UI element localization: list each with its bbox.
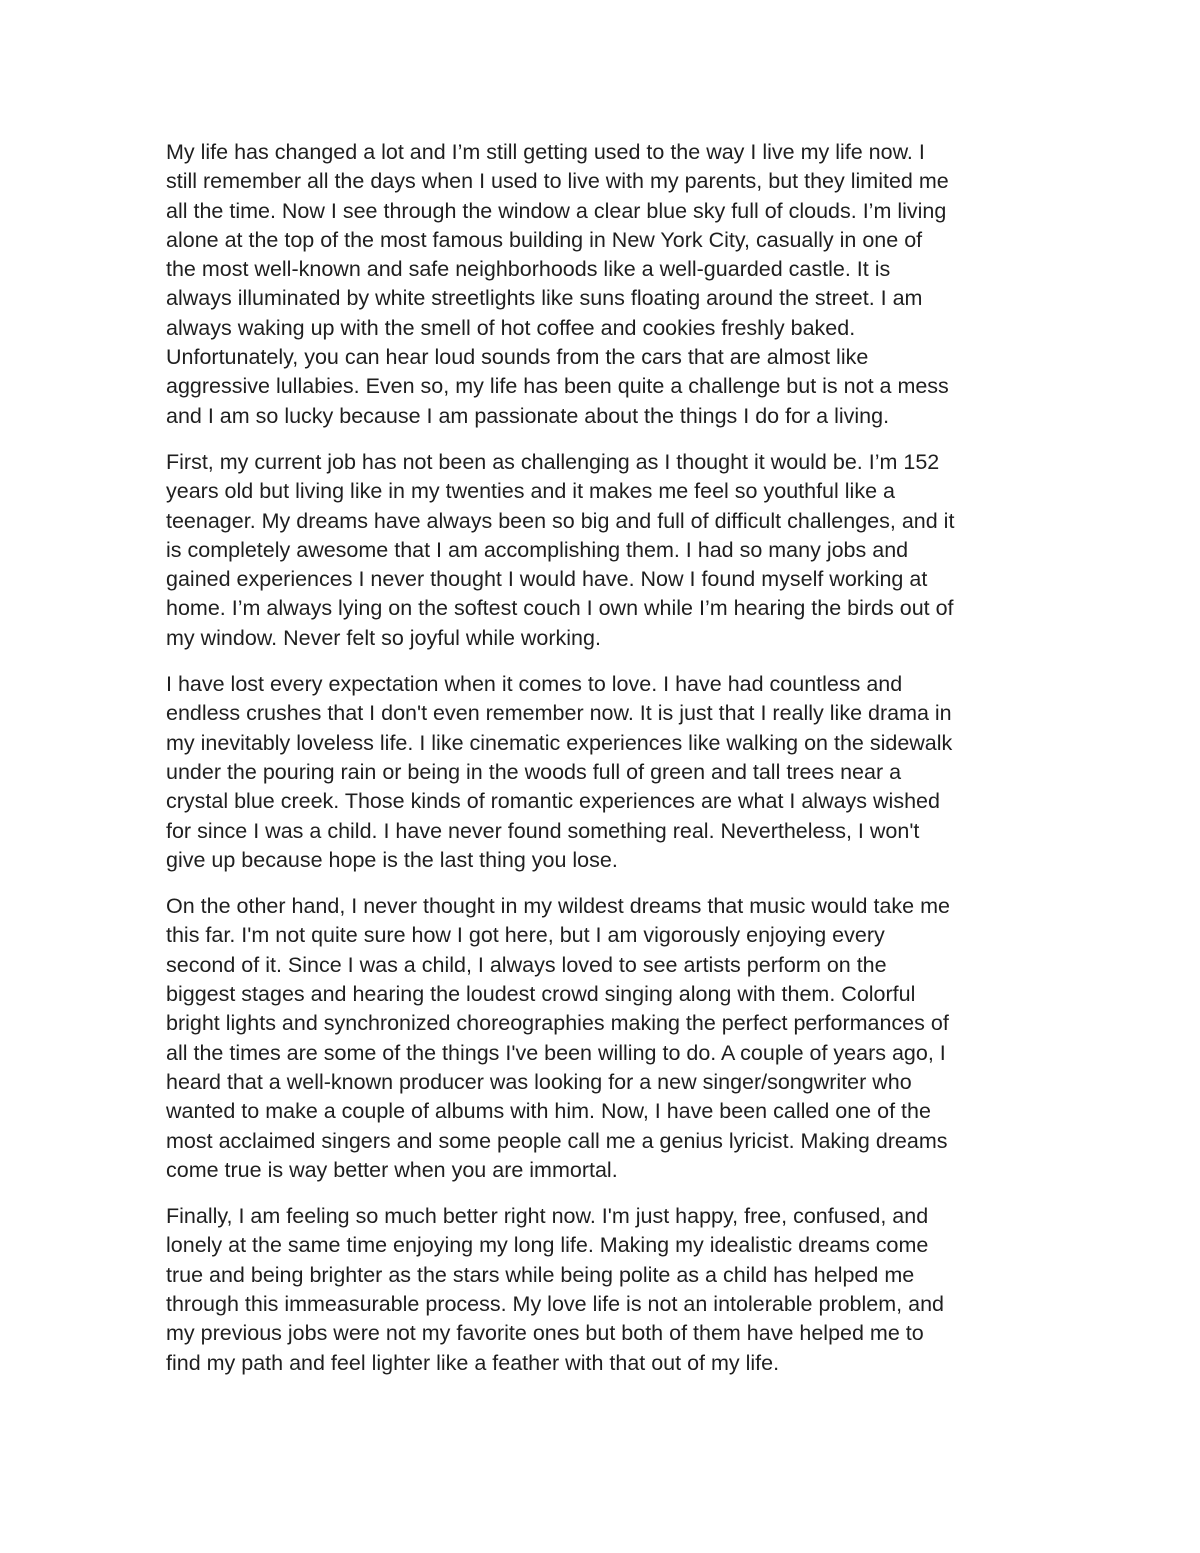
text-line: under the pouring rain or being in the woods full of green and tall trees near a [166, 759, 902, 784]
text-line: is completely awesome that I am accomplishing them. I had so many jobs and [166, 537, 909, 562]
text-line: all the time. Now I see through the window a clear blue sky full of clouds. I’m living [166, 198, 947, 223]
text-line: this far. I'm not quite sure how I got here, but I am vigorously enjoying every [166, 923, 885, 948]
text-line: still remember all the days when I used to live with my parents, but they limited me [166, 169, 949, 194]
text-line: home. I’m always lying on the softest couch I own while I’m hearing the birds out of [166, 596, 954, 621]
text-line: come true is way better when you are immortal. [166, 1157, 618, 1182]
text-line: always illuminated by white streetlights like suns floating around the street. I am [166, 286, 923, 311]
text-line: true and being brighter as the stars while being polite as a child has helped me [166, 1262, 915, 1287]
text-line: through this immeasurable process. My love life is not an intolerable problem, and [166, 1291, 944, 1316]
text-line: for since I was a child. I have never found something real. Nevertheless, I won't [166, 818, 920, 843]
text-line: second of it. Since I was a child, I always loved to see artists perform on the [166, 952, 887, 977]
text-line: years old but living like in my twenties and it makes me feel so youthful like a [166, 479, 895, 504]
text-line: my inevitably loveless life. I like cinematic experiences like walking on the sidewalk [166, 730, 953, 755]
text-line: My life has changed a lot and I’m still getting used to the way I live my life now. I [166, 140, 925, 164]
text-line: find my path and feel lighter like a feather with that out of my life. [166, 1350, 780, 1375]
paragraph-3 [166, 670, 1046, 875]
text-line: bright lights and synchronized choreographies making the perfect performances of [166, 1011, 949, 1036]
text-line: give up because hope is the last thing you lose. [166, 847, 618, 872]
text-line: always waking up with the smell of hot coffee and cookies freshly baked. [166, 315, 856, 340]
text-line: all the times are some of the things I've been willing to do. A couple of years ago, I [166, 1040, 946, 1065]
text-line: First, my current job has not been as challenging as I thought it would be. I’m 152 [166, 449, 940, 474]
text-line: and I am so lucky because I am passionate about the things I do for a living. [166, 403, 890, 428]
text-line: aggressive lullabies. Even so, my life has been quite a challenge but is not a mess [166, 374, 949, 399]
text-line: my previous jobs were not my favorite ones but both of them have helped me to [166, 1321, 924, 1346]
text-line: On the other hand, I never thought in my wildest dreams that music would take me [166, 894, 950, 919]
text-line: lonely at the same time enjoying my long life. Making my idealistic dreams come [166, 1233, 929, 1258]
text-line: heard that a well-known producer was looking for a new singer/songwriter who [166, 1069, 912, 1094]
text-line: crystal blue creek. Those kinds of romantic experiences are what I always wished [166, 789, 940, 814]
paragraph-4 [166, 892, 1046, 1185]
text-line: endless crushes that I don't even remember now. It is just that I really like drama in [166, 701, 952, 726]
text-line: teenager. My dreams have always been so big and full of difficult challenges, and it [166, 508, 955, 533]
document-body [166, 138, 1046, 1395]
text-line: gained experiences I never thought I would have. Now I found myself working at [166, 567, 928, 592]
text-line: my window. Never felt so joyful while working. [166, 625, 601, 650]
text-line: wanted to make a couple of albums with him. Now, I have been called one of the [166, 1099, 931, 1124]
text-line: alone at the top of the most famous building in New York City, casually in one of [166, 227, 923, 252]
paragraph-2 [166, 448, 1046, 653]
text-line: Unfortunately, you can hear loud sounds from the cars that are almost like [166, 345, 869, 370]
text-line: Finally, I am feeling so much better right now. I'm just happy, free, confused, and [166, 1204, 929, 1229]
text-line: biggest stages and hearing the loudest crowd singing along with them. Colorful [166, 982, 916, 1007]
paragraph-5 [166, 1202, 1046, 1378]
text-line: I have lost every expectation when it comes to love. I have had countless and [166, 672, 903, 697]
text-line: the most well-known and safe neighborhoods like a well-guarded castle. It is [166, 257, 891, 282]
text-line: most acclaimed singers and some people call me a genius lyricist. Making dreams [166, 1128, 948, 1153]
paragraph-1 [166, 138, 1046, 431]
